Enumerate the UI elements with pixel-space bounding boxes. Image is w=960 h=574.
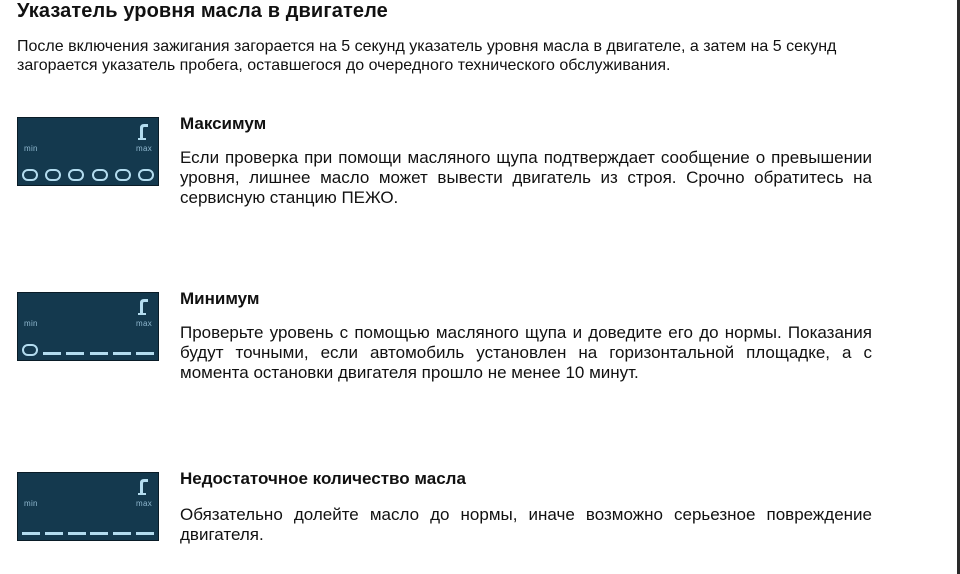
oil-can-icon: [136, 122, 150, 140]
gauge-segment-empty: [45, 532, 63, 535]
gauge-segment-empty: [90, 532, 108, 535]
gauge-segment-filled: [22, 344, 38, 356]
section-text: [180, 113, 872, 208]
gauge-max-label: max: [135, 499, 152, 508]
section-text: [180, 468, 872, 545]
gauge-segment-empty: [136, 532, 154, 535]
gauge-segment-filled: [45, 169, 61, 181]
gauge-segment-empty: [113, 352, 131, 355]
gauge-segment-filled: [115, 169, 131, 181]
gauge-segment-empty: [113, 532, 131, 535]
gauge-segment-filled: [68, 169, 84, 181]
gauge-segment-filled: [22, 169, 38, 181]
gauge-min-label: min: [24, 144, 38, 153]
gauge-segment-filled: [92, 169, 108, 181]
gauge-segments: [22, 518, 154, 536]
section-body: Обязательно долейте масло до нормы, иначе возможно серьезное повреждение двигателя.: [180, 505, 872, 544]
section-text: [180, 288, 872, 383]
gauge-max-label: max: [135, 144, 152, 153]
oil-can-icon: [136, 477, 150, 495]
section-title: Максимум: [180, 114, 267, 133]
gauge-segments: [22, 163, 154, 181]
gauge-segment-filled: [138, 169, 154, 181]
page-title: Указатель уровня масла в двигателе: [17, 0, 388, 22]
section-title: Недостаточное количество масла: [180, 469, 466, 488]
intro-text: После включения зажигания загорается на 5 секунд указатель уровня масла в двигателе, а затем на 5 секунд загорается указатель пробега, оставшегося до очередного технического обслуживания.: [17, 38, 837, 74]
gauge-segment-empty: [22, 532, 40, 535]
oil-gauge-minimum: [17, 292, 159, 361]
gauge-segment-empty: [43, 352, 61, 355]
oil-gauge-maximum: [17, 117, 159, 186]
gauge-max-label: max: [135, 319, 152, 328]
gauge-segment-empty: [136, 352, 154, 355]
gauge-segments: [22, 338, 154, 356]
gauge-segment-empty: [90, 352, 108, 355]
oil-gauge-low: [17, 472, 159, 541]
oil-can-icon: [136, 297, 150, 315]
section-body: Если проверка при помощи масляного щупа подтверждает сообщение о превышении уровня, лишнее масло может вывести двигатель из строя. Срочно обратитесь на сервисную станцию ПЕЖО.: [180, 148, 872, 207]
gauge-segment-empty: [66, 352, 84, 355]
gauge-min-label: min: [24, 499, 38, 508]
section-title: Минимум: [180, 289, 260, 308]
gauge-segment-empty: [68, 532, 86, 535]
section-body: Проверьте уровень с помощью масляного щупа и доведите его до нормы. Показания будут точными, если автомобиль установлен на горизонтальной площадке, а с момента остановки двигателя прошло не менее 10 минут.: [180, 323, 872, 382]
gauge-min-label: min: [24, 319, 38, 328]
